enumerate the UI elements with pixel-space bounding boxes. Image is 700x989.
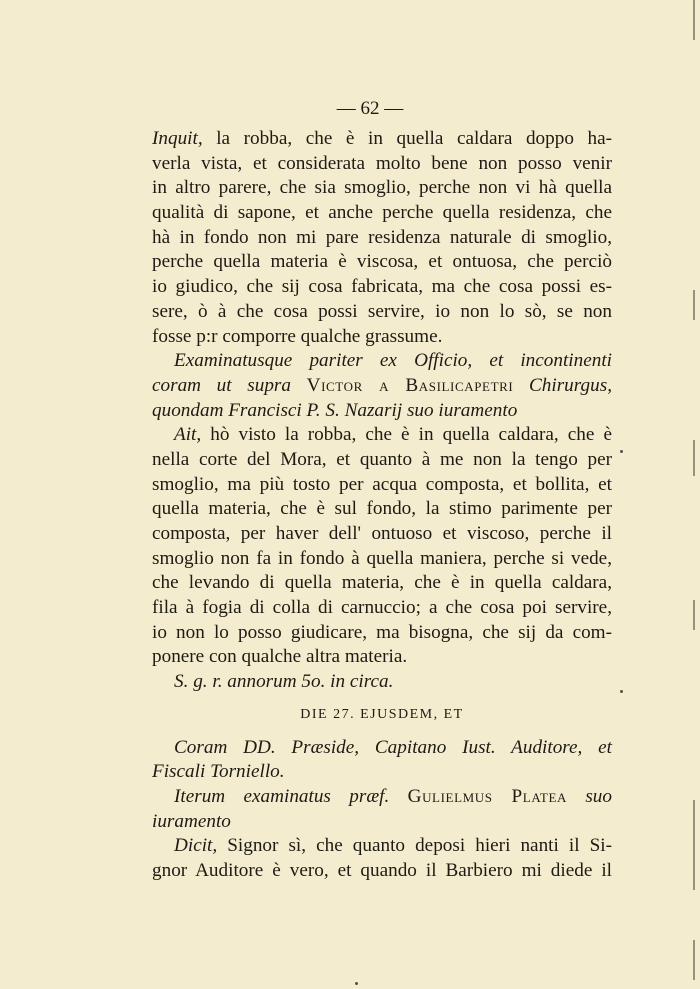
text-line	[152, 810, 612, 835]
text-line	[152, 473, 612, 498]
text-line	[152, 448, 612, 473]
text-line	[152, 325, 612, 350]
text-line	[152, 571, 612, 596]
text-segment: Ait,	[174, 424, 202, 446]
text-segment: Fiscali Torniello.	[152, 761, 285, 783]
text-segment: Gulielmus Platea	[407, 785, 567, 807]
text-segment: la robba, che è in quella caldara doppo ha-	[202, 128, 612, 149]
text-segment: nella corte del Mora, et quanto à me non la tengo per	[152, 448, 612, 470]
text-segment: perche quella materia è viscosa, et ontuosa, che perciò	[152, 251, 612, 273]
speck	[620, 450, 623, 453]
text-segment: sere, ò à che cosa possi servire, io non lo sò, se non	[152, 300, 612, 322]
text-line	[152, 127, 612, 152]
text-segment: iuramento	[152, 810, 231, 832]
text-line	[152, 250, 612, 275]
text-line	[152, 621, 612, 646]
text-line	[152, 859, 612, 884]
text-line	[152, 834, 612, 859]
text-segment: smoglio, ma più tosto per acqua composta, et bollita, et	[152, 473, 612, 495]
text-segment: gnor Auditore è vero, et quando il Barbiero mi diede il	[152, 859, 612, 881]
speck	[355, 982, 358, 985]
text-line	[152, 522, 612, 547]
section-heading	[152, 703, 612, 728]
text-line	[152, 547, 612, 572]
text-segment: qualità di sapone, et anche perche quella residenza, che	[152, 202, 612, 224]
page-edge-mark	[693, 440, 695, 476]
text-line	[152, 349, 612, 374]
text-line	[152, 596, 612, 621]
text-segment: fosse p:r comporre qualche grassume.	[152, 325, 443, 347]
text-segment: Dicit,	[174, 835, 218, 857]
text-segment: suo	[566, 785, 612, 807]
text-line	[152, 399, 612, 424]
text-segment: Victor a Basilicapetri	[306, 374, 514, 396]
text-segment: quella materia, che è sul fondo, la stimo parimente per	[152, 498, 612, 520]
page-edge-mark	[693, 800, 695, 890]
text-line	[152, 423, 612, 448]
text-segment: Chirurgus,	[513, 374, 612, 396]
text-line	[152, 645, 612, 670]
text-line	[152, 785, 612, 810]
text-segment: io giudico, che sij cosa fabricata, ma che cosa possi es-	[152, 276, 612, 298]
text-segment: ponere con qualche altra materia.	[152, 646, 408, 668]
text-segment: DIE 27. EJUSDEM, ET	[300, 706, 464, 722]
page-number: — 62 —	[336, 98, 404, 119]
text-line	[152, 152, 612, 177]
text-segment: io non lo posso giudicare, ma bisogna, che sij da com-	[152, 621, 612, 643]
text-segment: verla vista, et considerata molto bene non posso venir	[152, 152, 612, 174]
text-line	[152, 275, 612, 300]
text-line	[152, 374, 612, 399]
text-line	[152, 760, 612, 785]
text-segment: smoglio non fa in fondo à quella maniera, perche si vede,	[152, 547, 612, 569]
text-segment: coram ut supra	[152, 374, 307, 396]
text-segment: che levando di quella materia, che è in quella caldara,	[152, 572, 612, 594]
text-line	[152, 176, 612, 201]
text-line	[152, 300, 612, 325]
text-segment: hà in fondo non mi pare residenza naturale di smoglio,	[152, 226, 612, 248]
text-segment: quondam Francisci P. S. Nazarij suo iuramento	[152, 399, 518, 421]
text-line	[152, 670, 612, 695]
text-segment: S. g. r. annorum 5o. in circa.	[174, 671, 394, 693]
text-line	[152, 497, 612, 522]
page-edge-mark	[693, 0, 695, 40]
page-edge-mark	[693, 290, 695, 320]
text-segment: Iterum examinatus præf.	[174, 785, 408, 807]
page-edge-mark	[693, 940, 695, 980]
text-segment: in altro parere, che sia smoglio, perche non vi hà quella	[152, 177, 612, 199]
text-line	[152, 226, 612, 251]
speck	[620, 690, 623, 693]
text-segment: fila à fogia di colla di carnuccio; a che cosa poi servire,	[152, 597, 612, 619]
body-text	[152, 127, 612, 884]
text-line	[152, 201, 612, 226]
text-segment: composta, per haver dell' ontuoso et viscoso, perche il	[152, 523, 612, 544]
text-segment: Inquit,	[152, 128, 203, 149]
text-line	[152, 736, 612, 761]
text-segment: Signor sì, che quanto deposi hieri nanti il Si-	[217, 835, 612, 857]
page-edge-mark	[693, 600, 695, 630]
text-segment: Coram DD. Præside, Capitano Iust. Auditore, et	[174, 736, 612, 758]
text-segment: hò visto la robba, che è in quella caldara, che è	[201, 424, 612, 446]
text-segment: Examinatusque pariter ex Officio, et incontinenti	[174, 350, 612, 372]
